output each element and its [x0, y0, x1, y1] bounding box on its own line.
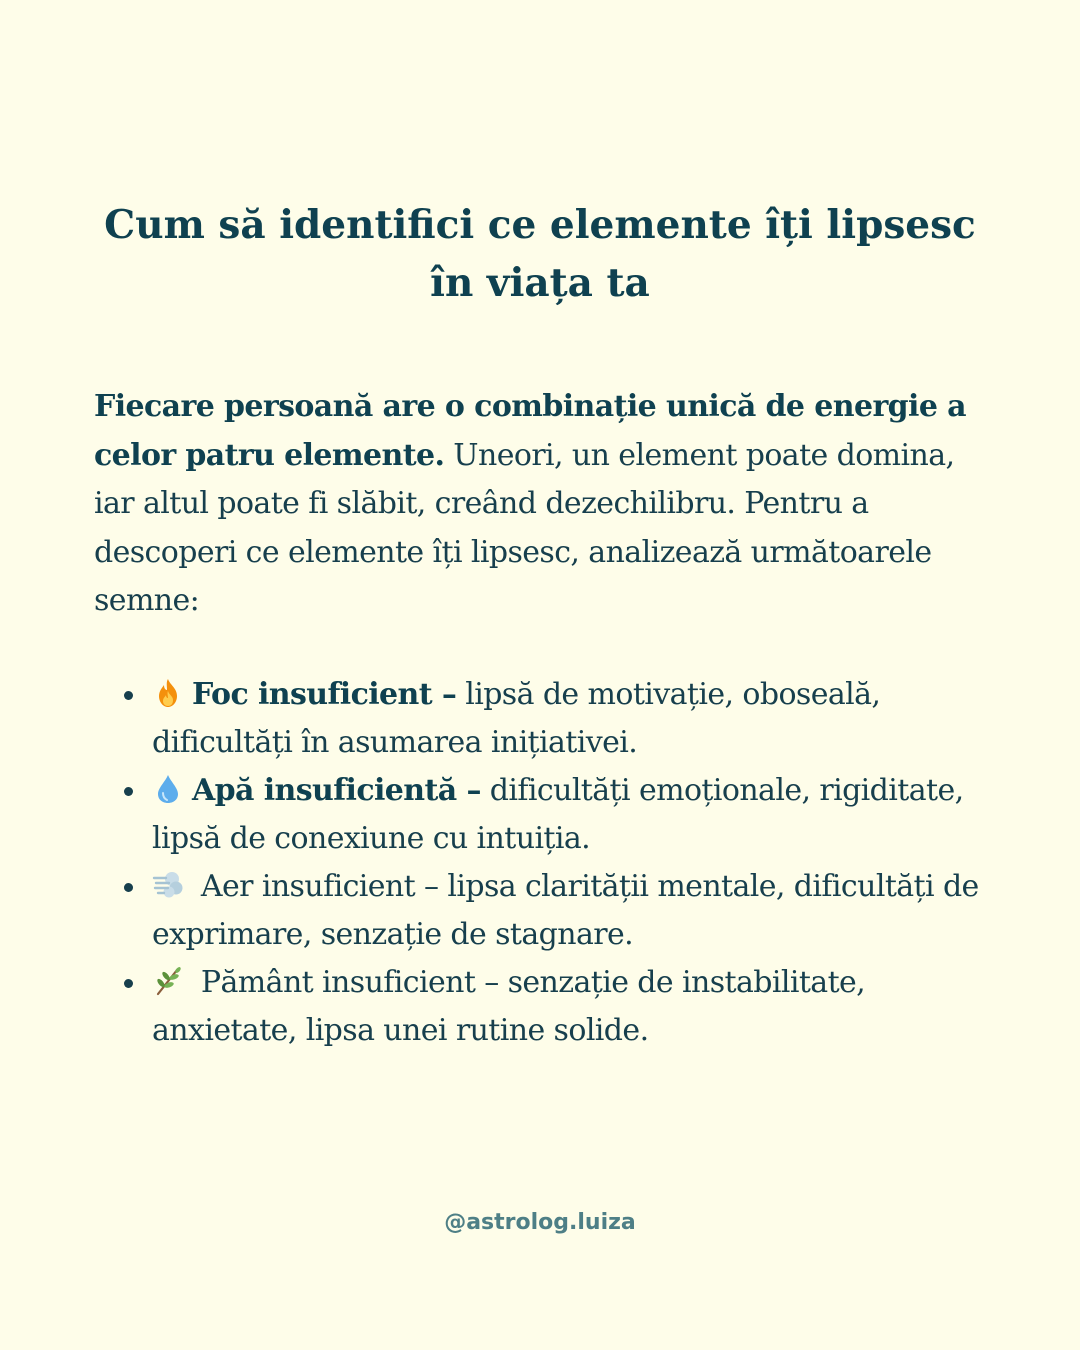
wind-icon — [152, 869, 184, 901]
bullet — [124, 883, 133, 892]
water-label: Apă insuficientă – — [192, 773, 481, 808]
air-text: Aer insuficient – lipsa clarității mentale, dificultăți de exprimare, senzație de stagnare. — [152, 869, 979, 952]
list-item-water — [94, 767, 994, 863]
intro-bold: Fiecare persoană are o combinație unică de energie a celor patru elemente. — [94, 389, 966, 473]
intro-paragraph — [94, 383, 994, 626]
page-title: Cum să identifici ce elemente îți lipsesc în viața ta — [104, 202, 976, 306]
list-item-earth — [94, 959, 994, 1055]
fire-icon — [152, 677, 184, 709]
fire-text: lipsă de motivație, oboseală, dificultăți în asumarea inițiativei. — [152, 677, 881, 760]
fire-label: Foc insuficient – — [192, 677, 457, 712]
elements-list — [94, 671, 994, 1055]
water-text: dificultăți emoționale, rigiditate, lipsă de conexiune cu intuiția. — [152, 773, 964, 856]
list-item-fire — [94, 671, 994, 767]
droplet-icon — [152, 773, 184, 805]
author-handle: @astrolog.luiza — [444, 1210, 636, 1235]
list-item-air — [94, 863, 994, 959]
bullet — [124, 979, 133, 988]
bullet — [124, 691, 133, 700]
intro-text: Uneori, un element poate domina, iar altul poate fi slăbit, creând dezechilibru. Pentru a descoperi ce elemente îți lipsesc, analizează următoarele semne: — [94, 437, 955, 618]
bullet — [124, 787, 133, 796]
herb-icon — [152, 965, 184, 997]
earth-text: Pământ insuficient – senzație de instabilitate, anxietate, lipsa unei rutine solide. — [152, 965, 866, 1048]
